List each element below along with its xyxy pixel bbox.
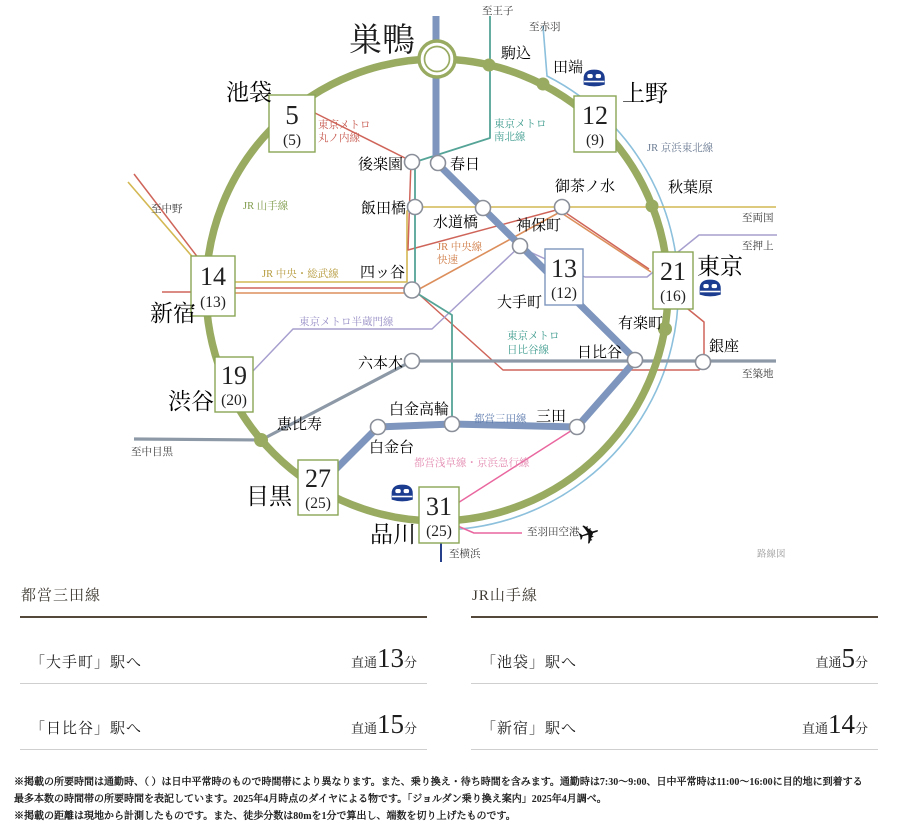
badge-main: 21 [660,257,686,286]
marunouchi-line-nakano [134,174,199,259]
station-label-mita: 三田 [536,409,567,425]
station-label-ginza: 銀座 [709,339,740,355]
direction-label-yokohama: 至横浜 [449,549,481,560]
footnote-line: 最多本数の時間帯の所要時間を表記しています。2025年4月時点のダイヤによる物です。「ジョルダン乗り換え案内」2025年4月調べ。 [14,794,607,805]
time-unit: 分 [854,655,868,670]
travel-time [351,709,417,740]
badge-sub: (13) [200,294,226,311]
time-unit: 分 [854,721,868,736]
line-label-namboku-2: 南北線 [494,132,526,143]
station-circle-jimbocho [513,239,528,254]
badge-sub: (25) [305,495,331,512]
time-badge-shinagawa [419,487,459,543]
line-label-keihin-tohoku: JR 京浜東北線 [647,143,714,154]
station-circle-shirokanedai [371,420,386,435]
station-label-kasuga: 春日 [450,157,481,173]
station-label-otemachi: 大手町 [497,295,543,311]
badge-sub: (16) [660,288,686,305]
time-badge-shibuya [215,357,253,412]
badge-main: 13 [551,254,577,283]
time-badge-ueno [574,96,616,152]
loop-dot-komagome [483,59,496,72]
time-prefix: 直通 [801,721,828,736]
station-label-komagome: 駒込 [501,46,532,62]
station-label-suidobashi: 水道橋 [432,215,478,231]
line-label-chuo-rapid-2: 快速 [437,255,458,266]
station-circle-ochanomizu [555,200,570,215]
badge-main: 31 [426,492,452,521]
direction-label-ryogoku: 至両国 [742,213,774,224]
station-circle-kasuga [431,156,446,171]
shinkansen-icon-shinagawa [392,485,413,502]
station-label-ochanomizu: 御茶ノ水 [555,179,616,195]
time-minutes: 5 [841,643,855,673]
station-circle-yotsuya [404,282,420,298]
station-label-ikebukuro: 池袋 [226,80,272,105]
direction-label-oshiage: 至押上 [742,241,774,252]
time-badge-otemachi [545,249,583,305]
footnotes [0,774,898,825]
station-circle-iidabashi [408,200,423,215]
shinkansen-icon-ueno [584,70,605,87]
station-circle-korakuen [405,155,420,170]
time-summary-tables [0,584,898,750]
line-label-marunouchi-1: 東京メトロ [318,120,371,131]
destination-label: 「日比谷」駅へ [30,721,143,737]
time-minutes: 15 [376,709,404,739]
station-label-roppongi: 六本木 [357,356,403,372]
table-row [20,618,427,684]
station-label-iidabashi: 飯田橋 [360,201,406,217]
time-unit: 分 [403,655,417,670]
direction-label-tsukiji: 至築地 [742,369,774,380]
footnote-line: ※掲載の所要時間は通勤時、（ ）は日中平常時のもので時間帯により異なります。また、乗り換え・待ち時間を含みます。通勤時は7:30～9:00、日中平常時は11:00～16:00に目的地に到着する [14,777,863,788]
line-label-hibiya-2: 日比谷線 [507,345,549,356]
mita-line-table [20,584,427,750]
badge-main: 27 [305,464,331,493]
line-label-yamanote: JR 山手線 [243,201,289,212]
station-label-tabata: 田端 [553,60,584,76]
station-label-meguro: 目黒 [246,484,292,509]
destination-label: 「大手町」駅へ [30,655,143,671]
line-label-chuo-sobu: JR 中央・総武線 [262,269,339,280]
travel-time [815,643,868,674]
direction-label-nakameguro: 至中目黒 [131,447,173,458]
station-label-hibiya: 日比谷 [576,345,622,361]
station-label-shirokanedai: 白金台 [369,440,415,456]
yamanote-line-table [471,584,878,750]
station-circle-mita [570,420,585,435]
station-label-shirokanetakanawa: 白金高輪 [388,402,449,418]
direction-label-nakano: 至中野 [151,204,183,215]
station-circle-roppongi [405,354,420,369]
time-badge-tokyo [653,252,693,309]
loop-dot-akihabara [646,200,659,213]
time-prefix: 直通 [350,655,377,670]
station-circle-suidobashi [476,201,491,216]
station-circle-ginza [696,355,711,370]
station-label-akihabara: 秋葉原 [668,180,714,196]
badge-main: 12 [582,101,608,130]
badge-sub: (12) [551,285,577,302]
badge-sub: (5) [282,132,302,149]
table-title-yamanote: JR山手線 [471,584,878,618]
time-minutes: 14 [827,709,855,739]
time-prefix: 直通 [815,655,842,670]
time-badge-shinjuku [191,256,235,316]
station-label-yotsuya: 四ッ谷 [359,265,405,281]
time-badge-ikebukuro [269,95,315,152]
direction-label-akabane: 至赤羽 [529,22,561,33]
direction-label-haneda: 至羽田空港 [527,527,580,538]
line-label-hanzomon: 東京メトロ半蔵門線 [299,317,394,328]
sugamo-station-inner-ring [425,47,450,72]
station-label-ueno: 上野 [622,81,668,106]
station-label-ebisu: 恵比寿 [277,417,323,433]
station-label-shibuya: 渋谷 [168,389,214,414]
destination-label: 「新宿」駅へ [481,721,578,737]
direction-label-oji: 至王子 [482,6,514,17]
table-title-mita: 都営三田線 [20,584,427,618]
table-row [471,684,878,750]
destination-label: 「池袋」駅へ [481,655,578,671]
sobu-line-nakano [128,182,196,261]
time-prefix: 直通 [350,721,377,736]
badge-sub: (20) [221,392,247,409]
line-label-mita: 都営三田線 [474,414,527,425]
time-badge-meguro [298,460,338,515]
station-label-shinjuku: 新宿 [150,301,196,326]
station-label-korakuen: 後楽園 [357,157,403,173]
time-unit: 分 [403,721,417,736]
table-row [471,618,878,684]
badge-main: 19 [221,361,247,390]
badge-sub: (9) [585,132,605,149]
station-circle-hibiya [628,353,643,368]
loop-dot-tabata [537,78,550,91]
line-label-chuo-rapid-1: JR 中央線 [437,242,483,253]
station-label-sugamo: 巣鴨 [349,23,415,59]
line-label-marunouchi-2: 丸ノ内線 [318,133,360,144]
line-label-namboku-1: 東京メトロ [494,119,547,130]
travel-time [802,709,868,740]
shinkansen-icon-tokyo [700,280,721,297]
travel-time [351,643,417,674]
station-label-shinagawa: 品川 [370,522,416,547]
footnote-line: ※掲載の距離は現地から計測したものです。また、徒歩分数は80mを1分で算出し、端数を切り上げたものです。 [14,811,516,822]
badge-main: 5 [285,100,299,130]
line-label-hibiya-1: 東京メトロ [507,331,560,342]
time-minutes: 13 [376,643,404,673]
badge-main: 14 [200,262,226,291]
station-circle-shirokanetakanawa [445,417,460,432]
line-label-asakusa: 都営浅草線・京浜急行線 [414,458,530,469]
airplane-icon: ✈ [573,516,605,553]
station-label-tokyo: 東京 [697,254,743,279]
badge-sub: (25) [426,523,452,540]
station-label-yurakucho: 有楽町 [618,316,664,332]
map-corner-label: 路線図 [757,550,786,560]
station-label-jimbocho: 神保町 [516,218,562,234]
table-row [20,684,427,750]
loop-dot-ebisu [254,433,268,447]
